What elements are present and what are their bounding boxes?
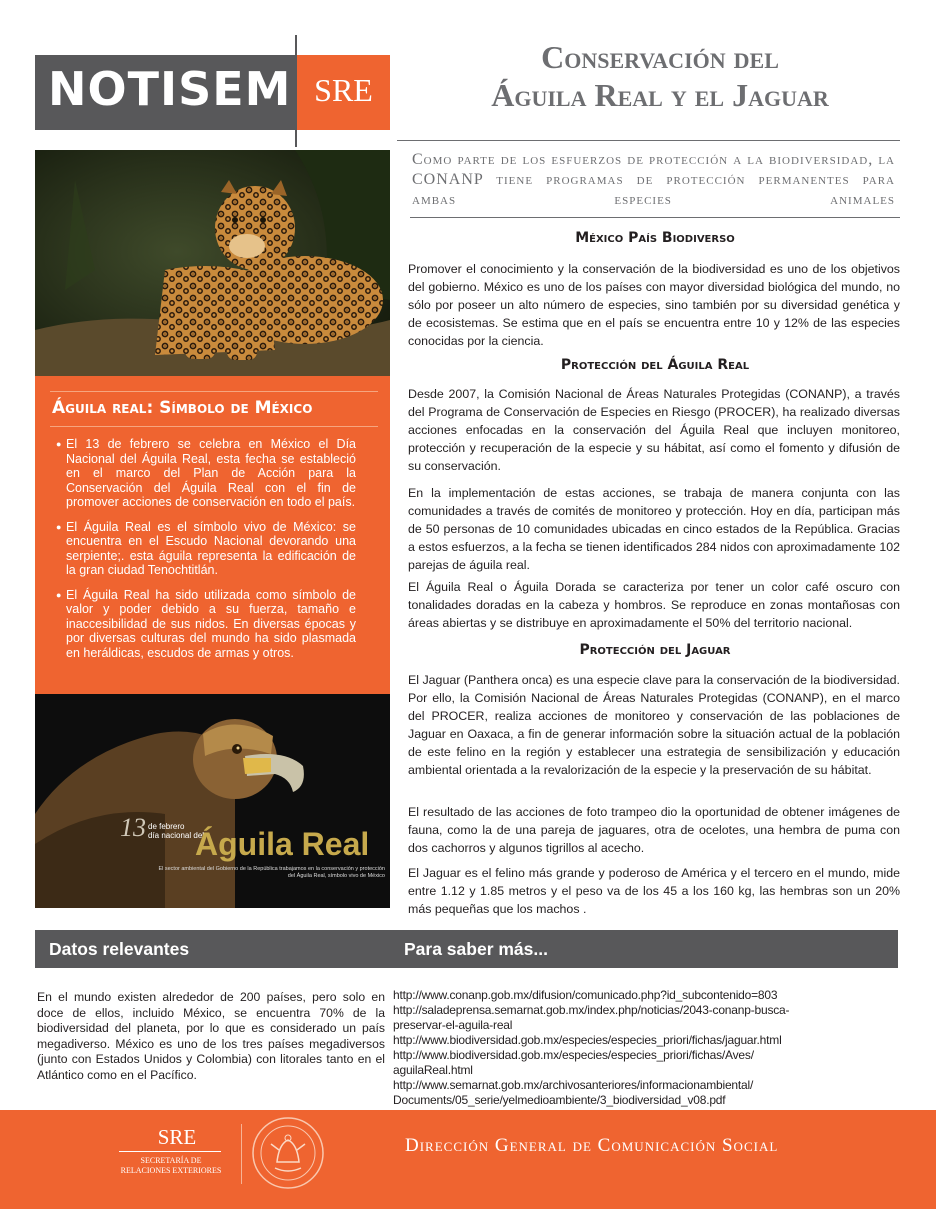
section-heading-jaguar: Protección del Jaguar (579, 642, 731, 658)
link[interactable]: http://www.biodiversidad.gob.mx/especies/especies_priori/fichas/Aves/ (393, 1048, 754, 1062)
panel-title: Águila real: Símbolo de México (52, 398, 313, 418)
paragraph: El Jaguar es el felino más grande y poderoso de América y el tercero en el mundo, mide entre 1.12 y 1.85 metros y el peso va de los 45 a los 160 kg, las hembras son un 20% más pequeñas que los machos . (408, 866, 900, 916)
notisem-logo: NOTISEM (48, 62, 292, 116)
list-item: ● El 13 de febrero se celebra en México el Día Nacional del Águila Real, esta fecha se estableció en el marco del Plan de Acción para la Conservación del Águila Real con el fin de promover acciones de conservación en todo el país. (56, 437, 356, 510)
datos-title: Datos relevantes (49, 939, 190, 959)
paragraph: Promover el conocimiento y la conservación de la biodiversidad es uno de los objetivos del gobierno. México es uno de los países con mayor diversidad biológica del mundo, no sólo por poseer un alto número de especies, sino también por su diversidad genética y de ecosistemas. Se estima que en el país se encuentra entre 10 y 12% de las especies conocidas por la ciencia. (408, 262, 900, 348)
paragraph: El Jaguar (Panthera onca) es una especie clave para la conservación de la biodiversidad. Por ello, la Comisión Nacional de Áreas Naturales Protegidas (CONANP), en el marco del PROCER, realiza acciones de monitoreo y conservación de las poblaciones de Jaguar en Oaxaca, a fin de generar información sobre la situación actual de la población de este felino en la región y establecer una estrategia de sensibilización y educación ambiental orientada a la revalorización de la especie y la preservación de su hábitat. (408, 673, 900, 777)
poster-day: 13 (120, 813, 146, 842)
subtitle: Como parte de los esfuerzos de protección a la biodiversidad, la CONANP tiene programas de protección permanentes para ambas especies animales (412, 151, 895, 208)
sre-logo: SRE (314, 72, 373, 108)
list-item: ● El Águila Real es el símbolo vivo de México: se encuentra en el Escudo Nacional devorando una serpiente;. esta águila representa la edificación de la gran ciudad Tenochtitlán. (56, 520, 356, 578)
paragraph: El resultado de las acciones de foto trampeo dio la oportunidad de obtener imágenes de fauna, como la de una pareja de jaguares, otra de ocelotes, una hembra de puma con dos cachorros y algunos tigrillos al acecho. (408, 805, 900, 855)
list-item: ● El Águila Real ha sido utilizada como símbolo de valor y poder debido a su fuerza, tamaño e inaccesibilidad de sus nidos. En diversas épocas y por diversas culturas del mundo ha sido plasmada en heráldicas, escudos de armas y otros. (56, 588, 356, 661)
footer-title: Dirección General de Comunicación Social (405, 1135, 779, 1156)
jaguar-image (35, 150, 390, 376)
subtitle-rule (410, 217, 900, 218)
saber-title: Para saber más... (404, 939, 548, 959)
link[interactable]: http://saladeprensa.semarnat.gob.mx/index.php/noticias/2043-conanp-busca- (393, 1003, 790, 1017)
link[interactable]: Documents/05_serie/yelmedioambiente/3_biodiversidad_v08.pdf (393, 1093, 726, 1107)
link[interactable]: http://www.semarnat.gob.mx/archivosanteriores/informacionambiental/ (393, 1078, 754, 1092)
link[interactable]: preservar-el-aguila-real (393, 1018, 513, 1032)
footer-sre-logo: SRE (157, 1125, 197, 1149)
paragraph: El Águila Real o Águila Dorada se caracteriza por tener un color café oscuro con tonalidades doradas en la cabeza y hombros. Se reproduce en zonas montañosas con áreas abiertas y se distribuye en aproximadamente el 50% del territorio nacional. (408, 580, 900, 630)
mexico-seal-icon (249, 1114, 327, 1192)
panel-rule-bottom (50, 426, 378, 427)
footer-logo-rule (119, 1151, 221, 1152)
paragraph: Desde 2007, la Comisión Nacional de Áreas Naturales Protegidas (CONANP), a través del Programa de Conservación de Especies en Riesgo (PROCER), ha realizado diversas acciones enfocadas en la conservación del Águila Real que incluyen monitoreo, protección y recuperación de la especie y su hábitat, así como el fomento y difusión de su conservación. (408, 387, 900, 473)
poster-date: de febrero día nacional del (148, 822, 205, 840)
reference-links (393, 988, 898, 1108)
page-title (405, 38, 915, 114)
title-line-1: Conservación del (541, 39, 779, 75)
paragraph: En la implementación de estas acciones, se trabaja de manera conjunta con las comunidades a través de comités de monitoreo y protección. Hoy en día, participan más de 50 personas de 10 comunidades ubicadas en cinco estados de la República. Gracias a estos esfuerzos, a la fecha se tienen identificados 284 nidos con aproximadamente 102 parejas de águila real. (408, 486, 900, 572)
link[interactable]: aguilaReal.html (393, 1063, 473, 1077)
aguila-facts-list (56, 437, 356, 670)
footer-divider (241, 1124, 242, 1184)
poster-title: Águila Real (195, 826, 370, 862)
datos-text: En el mundo existen alrededor de 200 países, pero solo en doce de ellos, incluido México, se encuentra 70% de la biodiversidad del planeta, por lo que es considerado un país megadiverso. México es uno de los tres países megadiversos (junto con Estados Unidos y Colombia) con litorales tanto en el Atlántico como en el Pacífico. (37, 990, 385, 1082)
section-heading-aguila: Protección del Águila Real (560, 357, 750, 373)
panel-rule-top (50, 391, 378, 392)
poster-caption: El sector ambiental del Gobierno de la República trabajamos en la conservación y protección del Águila Real, símbolo vivo de México (158, 866, 385, 879)
link[interactable]: http://www.biodiversidad.gob.mx/especies/especies_priori/fichas/jaguar.html (393, 1033, 782, 1047)
title-rule (397, 140, 900, 141)
link[interactable]: http://www.conanp.gob.mx/difusion/comunicado.php?id_subcontenido=803 (393, 988, 778, 1002)
jaguar-photo (35, 150, 390, 376)
title-line-2: Águila Real y el Jaguar (491, 77, 829, 113)
section-heading-biodiverso: México País Biodiverso (575, 230, 735, 246)
footer-secretaria: SECRETARÍA DE RELACIONES EXTERIORES (120, 1156, 222, 1175)
